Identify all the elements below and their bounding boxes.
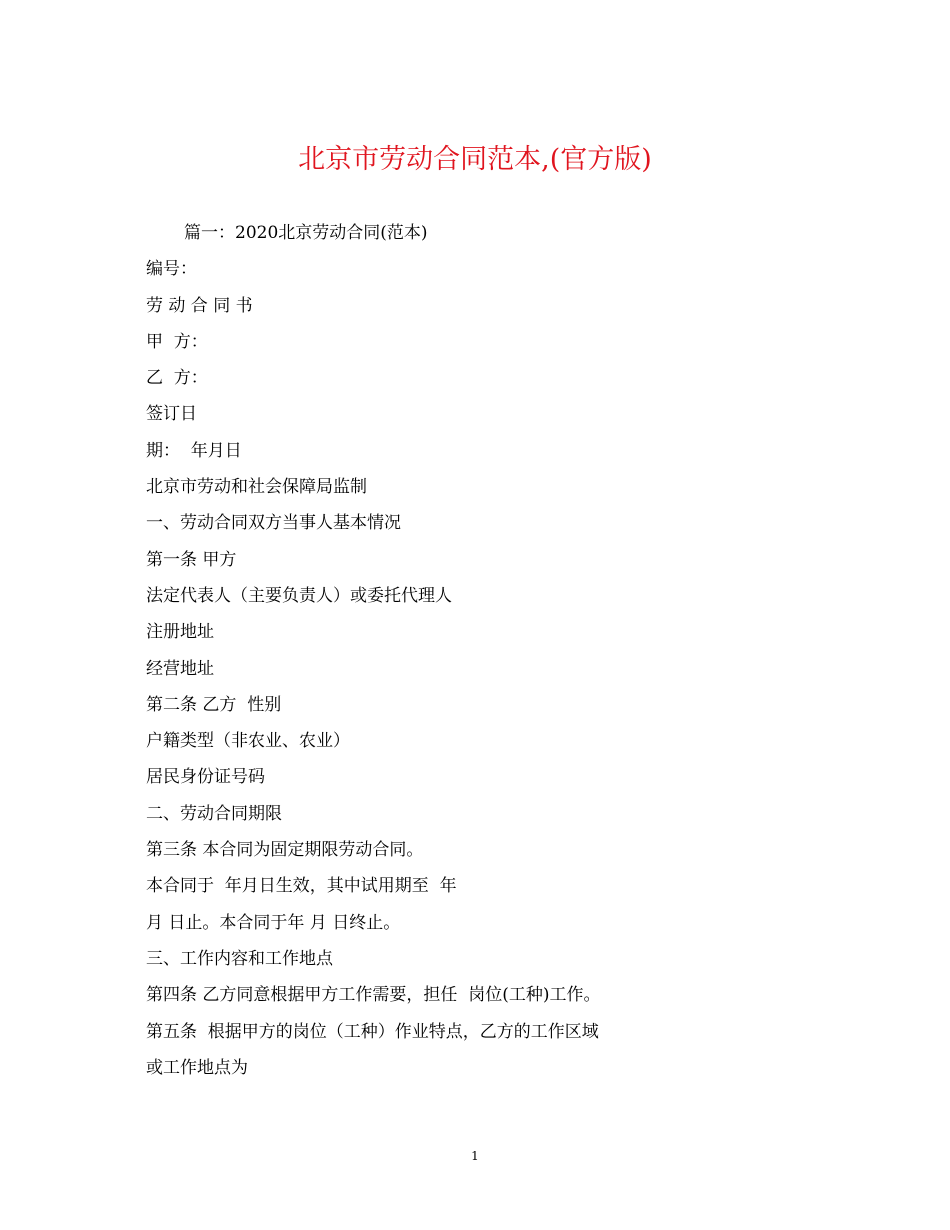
text-line: 签订日 <box>146 404 197 425</box>
text-line: 乙 方： <box>146 368 208 389</box>
text-line: 第二条 乙方 性别 <box>146 694 282 715</box>
text-line: 第三条 本合同为固定期限劳动合同。 <box>146 840 424 861</box>
text-line: 居民身份证号码 <box>146 767 265 788</box>
page-number: 1 <box>471 1149 479 1163</box>
text-line: 编号： <box>146 259 197 280</box>
text-line: 注册地址 <box>146 622 214 643</box>
text-line: 法定代表人（主要负责人）或委托代理人 <box>146 585 452 606</box>
text-line: 经营地址 <box>146 658 214 679</box>
text-line: 第五条 根据甲方的岗位（工种）作业特点，乙方的工作区域 <box>146 1021 599 1042</box>
text-line: 一、劳动合同双方当事人基本情况 <box>146 513 401 534</box>
document-body <box>146 215 786 1086</box>
text-line: 月 日止。本合同于年 月 日终止。 <box>146 912 401 933</box>
text-line: 二、劳动合同期限 <box>146 803 282 824</box>
text-line: 三、工作内容和工作地点 <box>146 948 333 969</box>
text-line: 本合同于 年月日生效，其中试用期至 年 <box>146 876 457 897</box>
text-line: 或工作地点为 <box>146 1057 248 1078</box>
text-line: 北京市劳动和社会保障局监制 <box>146 477 367 498</box>
document-title: 北京市劳动合同范本,(官方版) <box>298 144 652 175</box>
text-line: 劳 动 合 同 书 <box>146 295 253 316</box>
text-line: 第四条 乙方同意根据甲方工作需要，担任 岗位(工种)工作。 <box>146 985 601 1006</box>
section-heading-line: 篇一：2020北京劳动合同(范本) <box>184 223 428 243</box>
text-line: 甲 方： <box>146 331 208 352</box>
text-line: 第一条 甲方 <box>146 549 237 570</box>
text-line: 期： 年月日 <box>146 440 242 461</box>
text-line: 户籍类型（非农业、农业） <box>146 731 350 752</box>
